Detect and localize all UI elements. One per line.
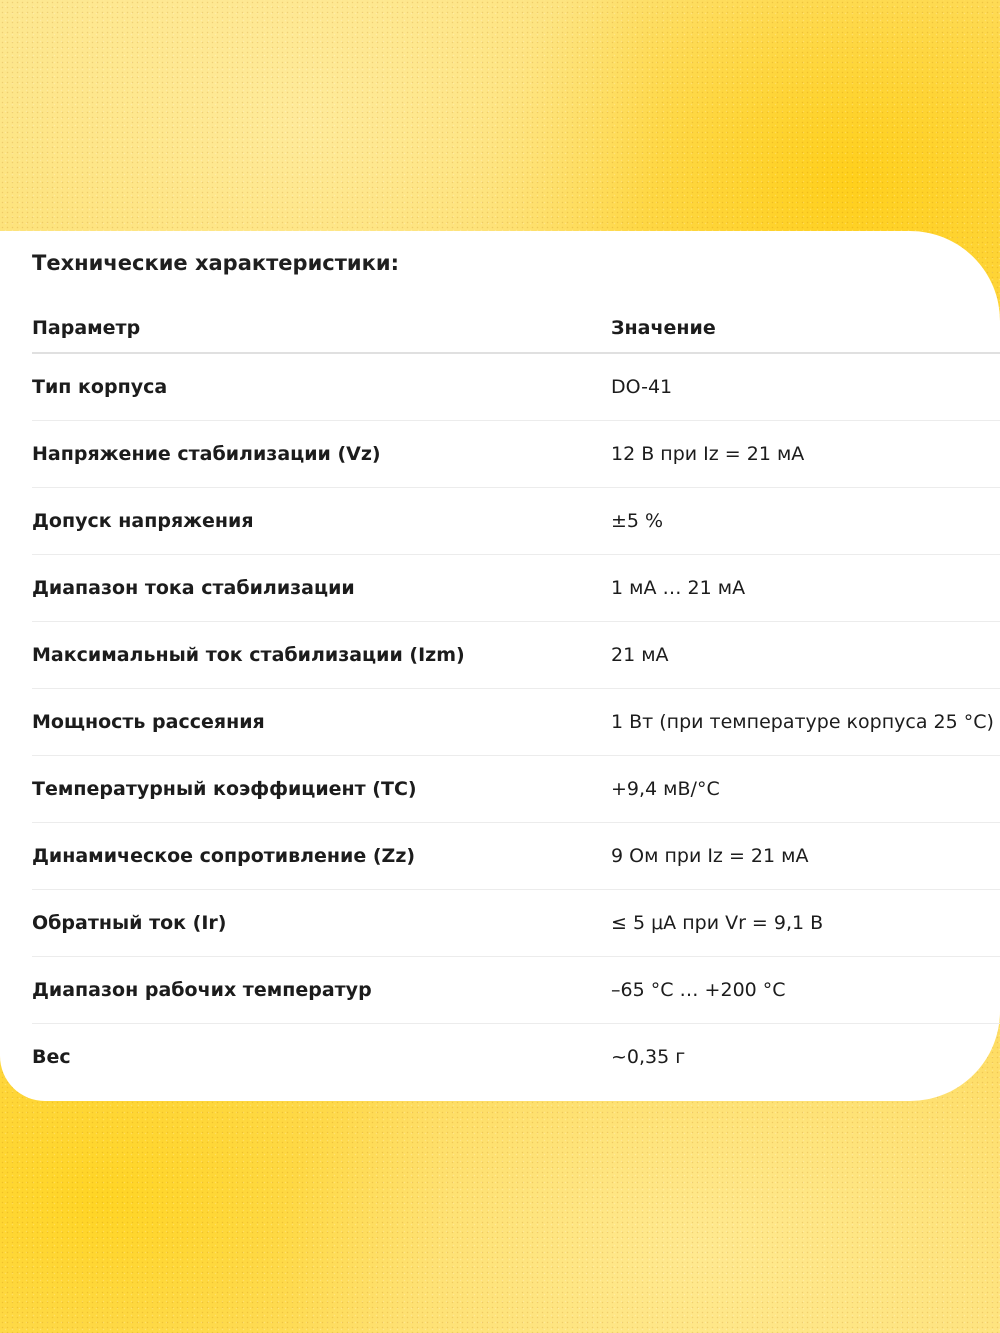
table-row <box>32 823 1000 890</box>
row-param: Тип корпуса <box>32 376 168 398</box>
table-row <box>32 421 1000 488</box>
row-param: Обратный ток (Ir) <box>32 912 227 934</box>
row-value: 12 В при Iz = 21 мА <box>611 443 805 465</box>
row-param: Диапазон рабочих температур <box>32 979 372 1001</box>
table-row <box>32 622 1000 689</box>
specs-table <box>32 303 1000 1090</box>
table-row <box>32 957 1000 1024</box>
row-value: –65 °C … +200 °C <box>611 979 786 1001</box>
table-row <box>32 890 1000 957</box>
row-value: +9,4 мВ/°C <box>611 778 720 800</box>
row-param: Допуск напряжения <box>32 510 254 532</box>
table-row <box>32 354 1000 421</box>
row-value: 1 Вт (при температуре корпуса 25 °C) <box>611 711 994 733</box>
table-row <box>32 756 1000 823</box>
table-header-row <box>32 303 1000 354</box>
row-value: DO-41 <box>611 376 673 398</box>
row-value: ~0,35 г <box>611 1046 686 1068</box>
row-param: Вес <box>32 1046 71 1068</box>
table-row <box>32 689 1000 756</box>
table-row <box>32 488 1000 555</box>
row-value: 1 мА … 21 мА <box>611 577 746 599</box>
column-header-param: Параметр <box>32 316 141 339</box>
row-param: Диапазон тока стабилизации <box>32 577 355 599</box>
row-value: 9 Ом при Iz = 21 мА <box>611 845 809 867</box>
row-param: Температурный коэффициент (TC) <box>32 778 417 800</box>
table-row <box>32 1024 1000 1090</box>
specs-title: Технические характеристики: <box>32 251 399 275</box>
row-param: Максимальный ток стабилизации (Izm) <box>32 644 465 666</box>
row-param: Динамическое сопротивление (Zz) <box>32 845 416 867</box>
table-row <box>32 555 1000 622</box>
row-param: Напряжение стабилизации (Vz) <box>32 443 381 465</box>
column-header-value: Значение <box>611 316 716 339</box>
row-value: ≤ 5 μA при Vr = 9,1 В <box>611 912 824 934</box>
row-value: ±5 % <box>611 510 664 532</box>
row-value: 21 мА <box>611 644 669 666</box>
row-param: Мощность рассеяния <box>32 711 265 733</box>
